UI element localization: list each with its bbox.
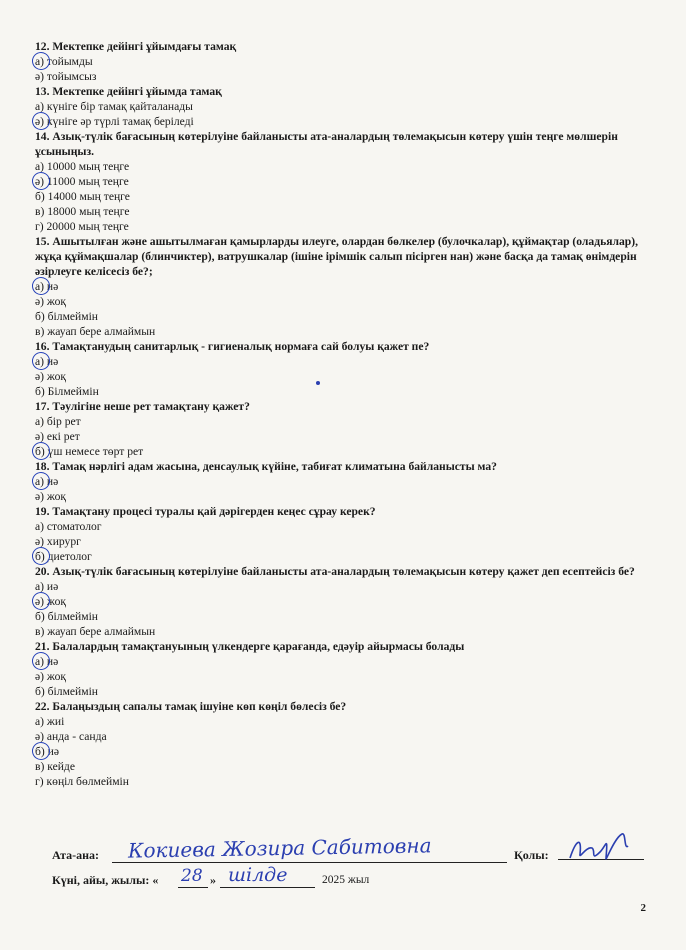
answer-option-text: б) 14000 мың теңге (35, 190, 130, 203)
answer-option (35, 624, 655, 639)
answer-option (35, 54, 655, 69)
day-line (178, 887, 208, 888)
page-number: 2 (640, 902, 646, 914)
answer-option-text: а) 10000 мың теңге (35, 160, 130, 173)
question-text: 13. Мектепке дейінгі ұйымда тамақ (35, 85, 222, 98)
answer-option-text: а) иә (35, 580, 59, 593)
answer-option-text: г) 20000 мың теңге (35, 220, 129, 233)
answer-option-text: ә) хирург (35, 535, 81, 548)
answer-option-text: а) тойымды (35, 55, 93, 68)
month-handwritten: шілде (228, 864, 288, 886)
answer-option-text: б) білмеймін (35, 310, 99, 323)
answer-option (35, 354, 655, 369)
answer-option-text: ә) екі рет (35, 430, 80, 443)
answer-option (35, 444, 655, 459)
answer-option (35, 594, 655, 609)
answer-option (35, 369, 655, 384)
answer-option (35, 204, 655, 219)
month-line (220, 887, 315, 888)
question-text: 15. Ашытылған және ашытылмаған қамырларды илеуге, олардан бөлкелер (булочкалар), құймақтар (оладьялар), жұқа құймақшалар (блинчиктер), ватрушкалар (ішіне ірімшік салып пісірген нан) және басқа да тамақ өнімдерін әзірлеуге келісесіз бе?; (35, 235, 639, 278)
answer-option-text: б) Білмеймін (35, 385, 99, 398)
question-block (35, 339, 655, 399)
answer-option (35, 309, 655, 324)
question-text: 16. Тамақтанудың санитарлық - гигиеналық нормаға сай болуы қажет пе? (35, 340, 430, 353)
handwritten-signature (566, 828, 632, 868)
answer-option-text: б) үш немесе төрт рет (35, 445, 144, 458)
parent-label: Ата-ана: (52, 848, 100, 862)
answer-option-text: ә) жоқ (35, 595, 67, 608)
question-block (35, 39, 655, 84)
answer-option-text: г) көңіл бөлмеймін (35, 775, 129, 788)
question-text: 21. Балалардың тамақтануының үлкендерге қарағанда, едәуір айырмасы болады (35, 640, 465, 653)
answer-option (35, 174, 655, 189)
selected-answer-circle (30, 110, 51, 131)
answer-option (35, 324, 655, 339)
answer-option (35, 99, 655, 114)
answer-option-text: б) білмеймін (35, 610, 99, 623)
day-handwritten: 28 (181, 866, 203, 886)
answer-option (35, 279, 655, 294)
answer-option-text: а) стоматолог (35, 520, 102, 533)
question-block (35, 129, 655, 234)
year-text: 2025 жыл (322, 874, 370, 886)
answer-option-text: в) жауап бере алмаймын (35, 625, 156, 638)
answer-option-text: ә) жоқ (35, 670, 67, 683)
answer-option (35, 489, 655, 504)
selected-answer-circle (30, 545, 51, 566)
answer-option (35, 114, 655, 129)
answer-option (35, 549, 655, 564)
answer-option-text: ә) жоқ (35, 370, 67, 383)
question-text: 14. Азық-түлік бағасының көтерілуіне байланысты ата-аналардың төлемақысын көтеру үшін теңге мөлшерін ұсыныңыз. (35, 130, 618, 158)
answer-option (35, 429, 655, 444)
question-text: 18. Тамақ нәрлігі адам жасына, денсаулық күйіне, табиғат климатына байланысты ма? (35, 460, 497, 473)
answer-option (35, 729, 655, 744)
answer-option (35, 294, 655, 309)
date-label: Күні, айы, жылы: « (52, 873, 159, 887)
answer-option-text: ә) 11000 мың теңге (35, 175, 129, 188)
answer-option (35, 474, 655, 489)
answer-option (35, 69, 655, 84)
parent-name-line (112, 862, 507, 863)
answer-option-text: ә) тойымсыз (35, 70, 97, 83)
answer-option-text: а) күніге бір тамақ қайталанады (35, 100, 193, 113)
answer-option (35, 669, 655, 684)
signature-label: Қолы: (514, 848, 549, 862)
answer-option-text: б) диетолог (35, 550, 92, 563)
answer-option-text: а) иә (35, 280, 59, 293)
answer-option (35, 759, 655, 774)
answer-option (35, 519, 655, 534)
answer-option (35, 159, 655, 174)
answer-option-text: а) бір рет (35, 415, 81, 428)
answer-option-text: ә) күніге әр түрлі тамақ беріледі (35, 115, 194, 128)
answer-option-text: ә) жоқ (35, 490, 67, 503)
question-block (35, 699, 655, 789)
selected-answer-circle (30, 440, 51, 461)
answer-option (35, 744, 655, 759)
answer-option-text: в) 18000 мың теңге (35, 205, 130, 218)
answer-option (35, 414, 655, 429)
date-close-quote: » (210, 873, 216, 887)
question-block (35, 459, 655, 504)
answer-option-text: а) иә (35, 355, 59, 368)
question-text: 22. Балаңыздың сапалы тамақ ішуіне көп көңіл бөлесіз бе? (35, 700, 347, 713)
question-block (35, 564, 655, 639)
question-block (35, 84, 655, 129)
answer-option (35, 654, 655, 669)
answer-option (35, 384, 655, 399)
parent-name-handwritten: Кокиева Жозира Сабитовна (127, 833, 432, 863)
answer-option-text: б) иә (35, 745, 60, 758)
question-text: 19. Тамақтану процесі туралы қай дәрігерден кеңес сұрау керек? (35, 505, 376, 518)
question-block (35, 504, 655, 564)
question-text: 12. Мектепке дейінгі ұйымдағы тамақ (35, 40, 237, 53)
question-block (35, 234, 655, 339)
answer-option-text: б) білмеймін (35, 685, 99, 698)
question-text: 20. Азық-түлік бағасының көтерілуіне байланысты ата-аналардың төлемақысын көтеру қажет деп есептейсіз бе? (35, 565, 635, 578)
answer-option (35, 219, 655, 234)
answer-option (35, 609, 655, 624)
answer-option (35, 189, 655, 204)
answer-option (35, 579, 655, 594)
question-list (35, 39, 655, 789)
question-block (35, 399, 655, 459)
answer-option (35, 534, 655, 549)
question-block (35, 639, 655, 699)
answer-option-text: а) иә (35, 655, 59, 668)
answer-option-text: в) кейде (35, 760, 75, 773)
answer-option-text: ә) анда - санда (35, 730, 107, 743)
answer-option (35, 714, 655, 729)
answer-option-text: в) жауап бере алмаймын (35, 325, 156, 338)
answer-option (35, 774, 655, 789)
answer-option-text: ә) жоқ (35, 295, 67, 308)
answer-option (35, 684, 655, 699)
answer-option-text: а) жиі (35, 715, 65, 728)
ink-dot (316, 381, 320, 385)
answer-option-text: а) иә (35, 475, 59, 488)
question-text: 17. Тәулігіне неше рет тамақтану қажет? (35, 400, 250, 413)
